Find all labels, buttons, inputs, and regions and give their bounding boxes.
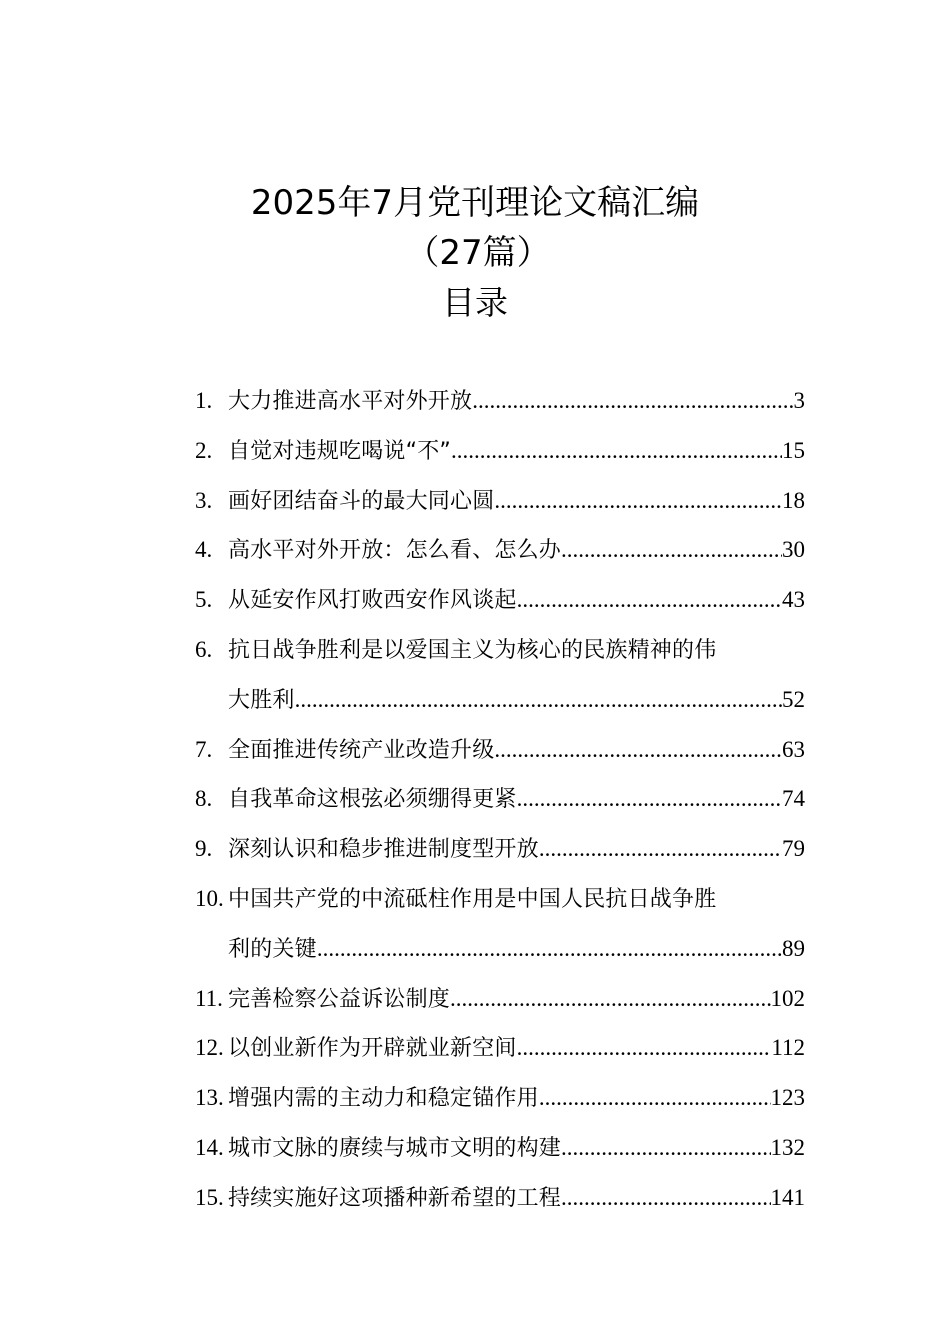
toc-entry-title: 深刻认识和稳步推进制度型开放 (228, 837, 539, 863)
toc-entry-title: 全面推进传统产业改造升级 (228, 737, 495, 763)
toc-entry-11[interactable] (195, 974, 805, 1024)
toc-entry-page: 30 (782, 537, 805, 563)
toc-entry-6-continued[interactable] (195, 675, 805, 725)
toc-entry-9[interactable] (195, 824, 805, 874)
toc-entry-title: 以创业新作为开辟就业新空间 (228, 1036, 517, 1062)
toc-leader-dots (539, 1073, 771, 1123)
toc-entry-page: 123 (770, 1085, 805, 1111)
toc-entry-page: 141 (770, 1184, 805, 1210)
toc-entry-title: 城市文脉的赓续与城市文明的构建 (228, 1135, 562, 1161)
toc-entry-title: 自我革命这根弦必须绷得更紧 (228, 787, 517, 813)
toc-entry-13[interactable] (195, 1073, 805, 1123)
toc-entry-title: 增强内需的主动力和稳定锚作用 (228, 1086, 539, 1112)
toc-entry-page: 52 (782, 686, 805, 712)
toc-entry-page: 74 (782, 786, 805, 812)
document-title-block (0, 178, 950, 328)
toc-entry-10[interactable] (195, 874, 805, 924)
toc-entry-page: 112 (771, 1035, 805, 1061)
document-title: 2025年7月党刊理论文稿汇编 (250, 183, 700, 223)
toc-entry-title: 抗日战争胜利是以爱国主义为核心的民族精神的伟 (228, 637, 717, 663)
toc-entry-title-continued: 大胜利 (228, 687, 295, 713)
toc-entry-number: 13. (195, 1085, 224, 1111)
toc-entry-7[interactable] (195, 725, 805, 775)
toc-entry-6[interactable] (195, 625, 805, 675)
toc-entry-number: 2. (195, 437, 213, 463)
toc-entry-page: 3 (793, 388, 805, 413)
toc-entry-page: 132 (770, 1134, 805, 1160)
toc-entry-page: 18 (782, 487, 805, 513)
toc-leader-dots (561, 1123, 770, 1173)
toc-heading: 目录 (442, 283, 508, 322)
toc-entry-5[interactable] (195, 575, 805, 625)
toc-leader-dots (517, 1023, 772, 1073)
toc-entry-page: 89 (782, 935, 805, 961)
toc-entry-1[interactable] (195, 376, 805, 426)
toc-leader-dots (517, 774, 782, 824)
toc-leader-dots (317, 924, 782, 974)
toc-entry-2[interactable] (195, 426, 805, 476)
toc-entry-8[interactable] (195, 774, 805, 824)
document-subtitle-count: （27篇） (405, 233, 551, 273)
toc-leader-dots (451, 426, 782, 476)
toc-entry-15[interactable] (195, 1173, 805, 1223)
toc-entry-title: 自觉对违规吃喝说“不” (228, 438, 451, 464)
toc-leader-dots (494, 476, 782, 526)
toc-leader-dots (472, 376, 793, 426)
toc-entry-number: 11. (195, 985, 223, 1011)
toc-entry-number: 4. (195, 537, 213, 563)
toc-entry-title: 画好团结奋斗的最大同心圆 (228, 488, 495, 514)
toc-entry-14[interactable] (195, 1123, 805, 1173)
toc-entry-number: 15. (195, 1184, 224, 1210)
toc-entry-title: 完善检察公益诉讼制度 (228, 986, 451, 1012)
toc-entry-page: 63 (782, 736, 805, 762)
toc-entry-number: 10. (195, 885, 224, 911)
toc-leader-dots (517, 575, 782, 625)
toc-leader-dots (494, 725, 782, 775)
toc-entry-number: 1. (195, 388, 213, 413)
toc-entry-number: 9. (195, 836, 213, 862)
toc-entry-number: 7. (195, 736, 213, 762)
toc-entry-title: 中国共产党的中流砥柱作用是中国人民抗日战争胜 (228, 886, 717, 912)
toc-entry-page: 102 (770, 985, 805, 1011)
toc-entry-title: 从延安作风打败西安作风谈起 (228, 588, 517, 614)
toc-leader-dots (295, 675, 782, 725)
toc-leader-dots (450, 974, 770, 1024)
toc-entry-number: 3. (195, 487, 213, 513)
toc-entry-page: 43 (782, 587, 805, 613)
toc-entry-4[interactable] (195, 525, 805, 575)
toc-entry-3[interactable] (195, 476, 805, 526)
toc-leader-dots (561, 1173, 770, 1223)
toc-entry-title: 大力推进高水平对外开放 (228, 389, 473, 414)
toc-entry-10-continued[interactable] (195, 924, 805, 974)
toc-entry-number: 8. (195, 786, 213, 812)
toc-entry-number: 12. (195, 1035, 224, 1061)
toc-entry-number: 6. (195, 636, 213, 662)
toc-entry-title: 高水平对外开放：怎么看、怎么办 (228, 538, 562, 564)
toc-entry-title: 持续实施好这项播种新希望的工程 (228, 1185, 562, 1211)
toc-entry-number: 14. (195, 1134, 224, 1160)
toc-leader-dots (561, 525, 782, 575)
toc-entry-page: 15 (782, 437, 805, 463)
toc-entry-page: 79 (782, 836, 805, 862)
table-of-contents (195, 376, 805, 1223)
toc-leader-dots (539, 824, 782, 874)
toc-entry-12[interactable] (195, 1023, 805, 1073)
toc-entry-title-continued: 利的关键 (228, 936, 317, 962)
toc-entry-number: 5. (195, 587, 213, 613)
